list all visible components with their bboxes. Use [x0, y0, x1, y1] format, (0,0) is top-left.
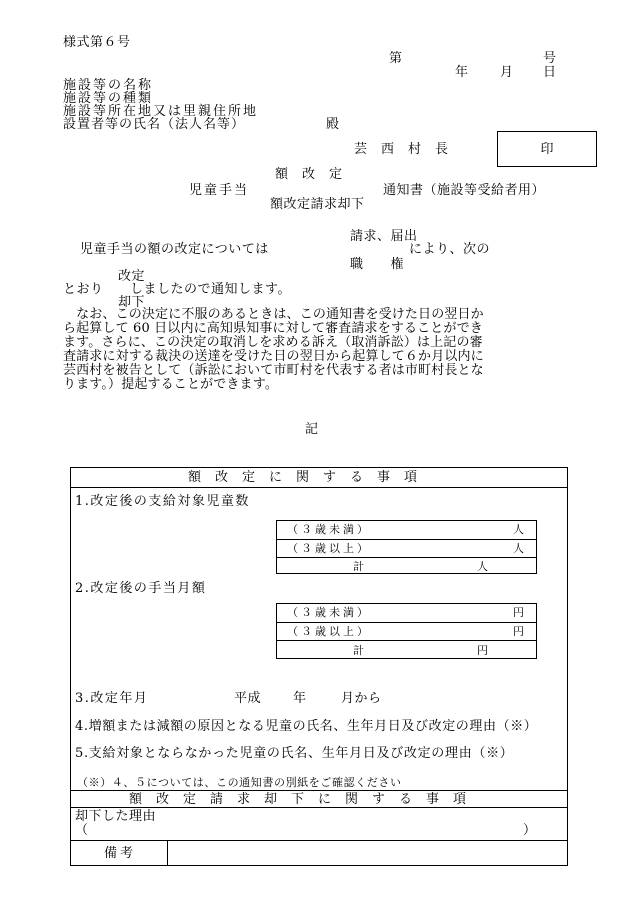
table-divider [71, 487, 567, 488]
facility-address-label: 施設等所在地又は里親住所地 [63, 104, 259, 119]
notice-line: 査請求に対する裁決の送達を受けた日の翌日から起算して６か月以内に [63, 349, 484, 364]
title-option-top: 額 改 定 [275, 167, 343, 182]
honorific: 殿 [326, 117, 340, 132]
children-over3-label: （３歳以上） [287, 542, 371, 555]
children-count-box [276, 520, 537, 574]
facility-type-label: 施設等の種類 [63, 91, 154, 106]
allowance-over3-row [277, 622, 536, 641]
children-under3-row [277, 521, 536, 539]
children-under3-label: （３歳未満） [287, 523, 371, 536]
notice-line: なお、この決定に不服のあるときは、この通知書を受けた日の翌日か [63, 307, 484, 322]
details-table [70, 467, 568, 866]
title-suffix: 通知書（施設等受給者用） [383, 183, 546, 198]
remarks-label: 備考 [104, 846, 137, 861]
children-total-label: 計 [353, 560, 364, 573]
reject-reason-paren-close: ） [523, 823, 537, 838]
children-over3-row [277, 539, 536, 558]
notice-line: ます。さらに、この決定の取消しを求める訴え（取消訴訟）は上記の審 [63, 335, 483, 350]
date-year: 年 [455, 65, 469, 80]
table-divider [71, 840, 567, 841]
body-line2-left: とおり [63, 282, 104, 297]
allowance-under3-label: （３歳未満） [287, 606, 371, 619]
children-under3-unit: 人 [513, 523, 524, 536]
notice-line: ります。）提起することができます。 [63, 377, 278, 392]
ki-mark: 記 [305, 422, 319, 437]
body-option-top: 請求、届出 [350, 229, 418, 244]
item-3-month: 月から [341, 691, 382, 706]
body-line2-right: しましたので通知します。 [130, 282, 291, 297]
allowance-total-row [277, 640, 536, 661]
establisher-label: 設置者等の氏名（法人名等） [63, 117, 246, 132]
date-month: 月 [500, 65, 514, 80]
note-text: （※）４、５については、この通知書の別紙をご確認ください [77, 776, 402, 789]
item-5-label: 5.支給対象とならなかった児童の氏名、生年月日及び改定の理由（※） [75, 746, 514, 761]
item-2-label: 2.改定後の手当月額 [75, 581, 207, 596]
item-3-label: 3.改定年月 [75, 691, 149, 706]
title-prefix: 児童手当 [189, 183, 250, 198]
children-total-row [277, 557, 536, 576]
seal-box [497, 131, 597, 167]
allowance-over3-unit: 円 [513, 625, 524, 638]
table-divider [71, 807, 567, 808]
allowance-under3-unit: 円 [513, 606, 524, 619]
issuer-name: 芸 西 村 長 [354, 142, 449, 157]
body-option2-bottom: 却下 [118, 295, 146, 310]
children-total-unit: 人 [477, 560, 488, 573]
date-day: 日 [543, 65, 557, 80]
table-divider [71, 790, 567, 791]
allowance-over3-label: （３歳以上） [287, 625, 371, 638]
form-number: 様式第６号 [63, 35, 131, 50]
notice-line: ら起算して 60 日以内に高知県知事に対して審査請求をすることができ [63, 321, 483, 336]
title-option-bottom: 額改定請求却下 [270, 197, 365, 212]
item-3-era: 平成 [234, 691, 262, 706]
allowance-amount-box [276, 603, 537, 659]
reject-reason-label: 却下した理由 [75, 809, 157, 824]
children-over3-unit: 人 [513, 542, 524, 555]
table-header-revision: 額改定に関する事項 [188, 470, 432, 485]
body-option-bottom: 職 権 [350, 257, 405, 272]
doc-number-prefix: 第 [389, 51, 403, 66]
seal-label: 印 [540, 142, 554, 157]
body-line1-right: により、次の [409, 242, 491, 257]
item-1-label: 1.改定後の支給対象児童数 [75, 494, 250, 509]
body-line1-left: 児童手当の額の改定については [80, 242, 269, 257]
reject-reason-paren-open: （ [75, 823, 89, 838]
item-4-label: 4.増額または減額の原因となる児童の氏名、生年月日及び改定の理由（※） [75, 719, 538, 734]
body-option2-top: 改定 [118, 269, 146, 284]
allowance-total-unit: 円 [477, 644, 488, 657]
remarks-divider [167, 840, 168, 866]
facility-name-label: 施設等の名称 [63, 78, 154, 93]
item-3-year: 年 [293, 691, 307, 706]
allowance-total-label: 計 [353, 644, 364, 657]
table-header-rejection: 額改定請求却下に関する事項 [129, 792, 481, 807]
allowance-under3-row [277, 604, 536, 622]
doc-number-suffix: 号 [543, 51, 557, 66]
notice-line: 芸西村を被告として（訴訟において市町村を代表する者は市町村長とな [63, 363, 484, 378]
